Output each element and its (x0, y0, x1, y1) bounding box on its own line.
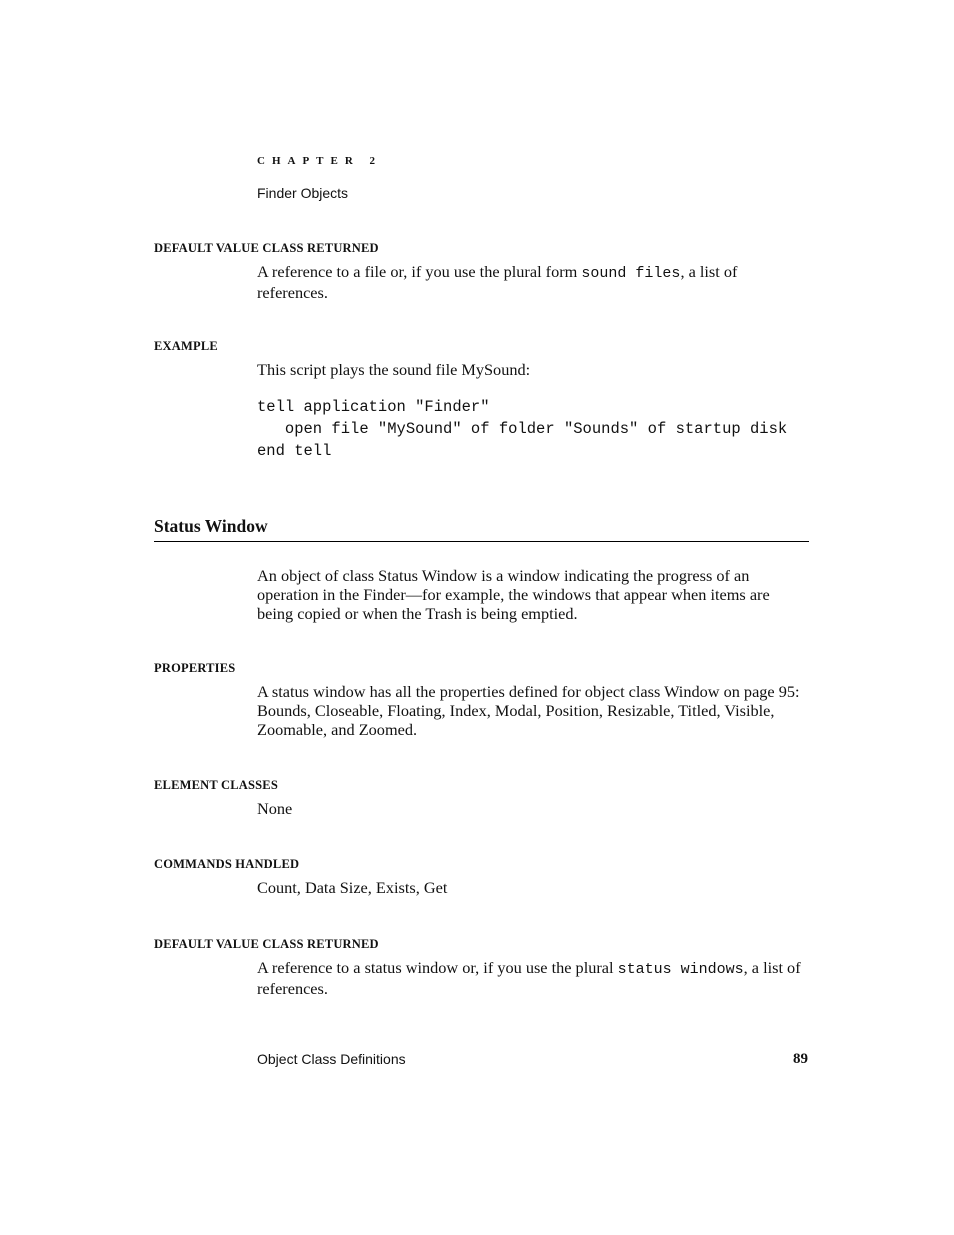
code-line: open file "MySound" of folder "Sounds" of startup disk (257, 420, 788, 438)
plural-form-code: status windows (617, 961, 744, 978)
default-value-text-part-2: , a list of references. (257, 958, 801, 998)
commands-handled-label: COMMANDS HANDLED (154, 857, 300, 871)
status-window-intro: An object of class Status Window is a window indicating the progress of an operation in the Finder—for example, the windows that appear when items are being copied or when the Trash is being emptied. (257, 566, 770, 623)
element-classes-text: None (257, 799, 293, 818)
default-value-text-sound (257, 262, 757, 302)
default-value-label-sound: DEFAULT VALUE CLASS RETURNED (154, 241, 379, 255)
default-value-text-part-1: A reference to a status window or, if you use the plural (257, 958, 618, 977)
properties-text: A status window has all the properties defined for object class Window on page 95: Bounds, Closeable, Floating, Index, Modal, Position, Resizable, Titled, Visible, Zoomable, and Zoomed. (257, 682, 800, 739)
section-divider (154, 541, 809, 542)
properties-label: PROPERTIES (154, 661, 236, 675)
section-heading: Status Window (154, 516, 268, 536)
example-label: EXAMPLE (154, 339, 218, 353)
footer-section-title: Object Class Definitions (257, 1051, 406, 1067)
default-value-label-status: DEFAULT VALUE CLASS RETURNED (154, 937, 379, 951)
example-code-block (257, 396, 787, 462)
element-classes-label: ELEMENT CLASSES (154, 778, 278, 792)
page-number: 89 (793, 1051, 808, 1067)
code-line: end tell (257, 442, 332, 460)
default-value-text-part-2: , a list of references. (257, 262, 738, 302)
commands-handled-text: Count, Data Size, Exists, Get (257, 878, 448, 897)
default-value-text-part-1: A reference to a file or, if you use the plural form (257, 262, 582, 281)
chapter-label: CHAPTER 2 (257, 155, 383, 167)
plural-form-code: sound files (581, 265, 681, 282)
example-intro: This script plays the sound file MySound: (257, 360, 531, 379)
code-line: tell application "Finder" (257, 398, 490, 416)
default-value-text-status (257, 958, 802, 998)
chapter-title: Finder Objects (257, 185, 349, 201)
